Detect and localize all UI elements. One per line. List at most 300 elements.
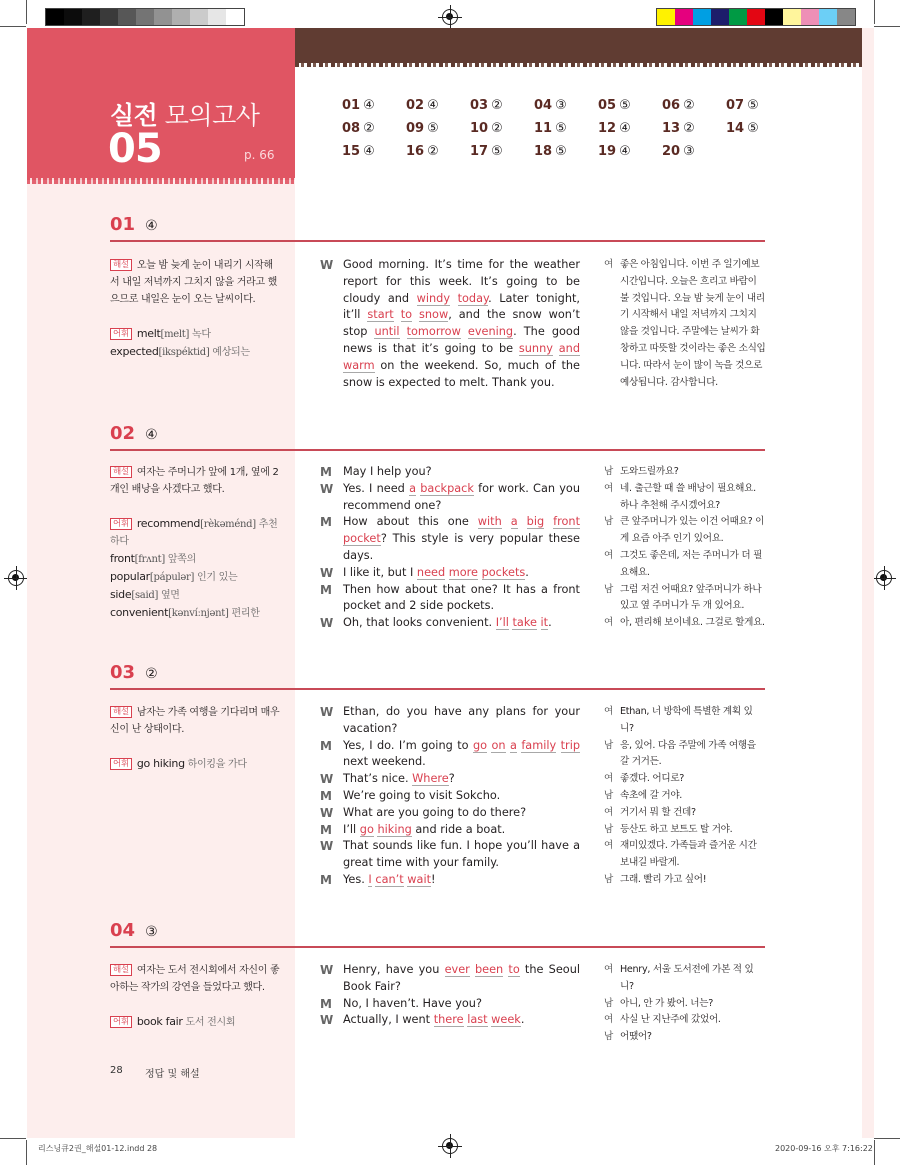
key-phrase: can’t: [375, 872, 404, 886]
registration-mark-icon: [442, 1138, 458, 1154]
vocab-phonetic: [kənvíːnjənt]: [168, 608, 229, 619]
speaker-label: M: [320, 788, 332, 803]
speaker-label: 여: [604, 1014, 613, 1026]
crop-mark: [874, 26, 900, 27]
vocab-word: expected: [110, 345, 159, 358]
dialog-text: How about this one with a big front pocket? This style is very popular these days.: [343, 515, 581, 562]
speaker-label: 여: [604, 964, 613, 975]
color-swatch: [657, 9, 675, 25]
key-phrase: snow: [419, 308, 449, 322]
answer-key-item: [662, 98, 726, 115]
key-phrase: tomorrow: [406, 325, 461, 339]
speaker-label: 남: [604, 516, 613, 528]
vocab-meaning: 인기 있는: [197, 572, 238, 583]
explanation-block: [110, 464, 280, 622]
key-phrase: to: [400, 308, 413, 322]
speaker-label: 여: [604, 706, 613, 717]
color-swatch: [765, 9, 783, 25]
question-number: 02: [110, 423, 136, 444]
korean-translation: [604, 704, 766, 889]
translation-text: 좋겠다. 어디로?: [620, 773, 685, 785]
answer-key-item: [406, 121, 470, 138]
gray-color-bar: [45, 8, 245, 26]
answer-number: 08: [342, 121, 361, 136]
color-swatch: [226, 9, 244, 25]
vocab-meaning: 녹다: [192, 329, 211, 340]
answer-choice: ②: [683, 98, 695, 113]
registration-mark-icon: [8, 570, 24, 586]
answer-key-item: [598, 98, 662, 115]
translation-line: [604, 548, 766, 582]
dialog-text: Oh, that looks convenient. I’ll take it.: [343, 616, 552, 630]
translation-line: [604, 582, 766, 616]
answer-number: 04: [534, 98, 553, 113]
answer-choice: ⑤: [747, 121, 759, 136]
dialog-text: That sounds like fun. I hope you’ll have a great time with your family.: [343, 839, 580, 870]
vocab-phonetic: [said]: [131, 590, 159, 601]
question-header-04: [110, 920, 158, 941]
color-swatch: [64, 9, 82, 25]
translation-text: Henry, 서울 도서전에 가본 적 있니?: [620, 964, 754, 992]
speaker-label: 여: [604, 259, 613, 270]
vocab-item: [110, 550, 280, 568]
key-phrase: and: [558, 341, 580, 355]
crop-mark: [26, 1140, 27, 1165]
speaker-label: 여: [604, 773, 613, 785]
vocab-item: [110, 1013, 280, 1031]
answer-key-item: [406, 98, 470, 115]
question-answer: ②: [145, 666, 158, 682]
key-phrase: pockets: [481, 565, 526, 579]
dialog-line: [320, 962, 580, 996]
speaker-label: M: [320, 515, 332, 530]
key-phrase: I’ll: [495, 616, 509, 630]
dialog-text: I like it, but I need more pockets.: [343, 565, 529, 579]
dialog-line: [320, 514, 580, 564]
key-phrase: trip: [560, 738, 581, 752]
key-phrase: family: [521, 738, 557, 752]
answer-key-item: [598, 121, 662, 138]
key-phrase: to: [508, 963, 520, 976]
speaker-label: 남: [604, 583, 613, 595]
explanation-badge: 해설: [110, 466, 132, 478]
explanation-text: 해설 남자는 가족 여행을 기다리며 매우 신이 난 상태이다.: [110, 707, 280, 735]
answer-number: 03: [470, 98, 489, 113]
translation-text: 그럼 저건 어때요? 앞주머니가 하나 있고 옆 주머니가 두 개 있어요.: [620, 583, 762, 612]
answer-key-item: [342, 98, 406, 115]
color-swatch: [747, 9, 765, 25]
translation-line: [604, 1029, 766, 1046]
explanation-block: [110, 257, 280, 361]
answer-key-item: [598, 144, 662, 161]
explanation-badge: 해설: [110, 706, 132, 718]
answer-choice: ⑤: [491, 144, 503, 159]
cmyk-color-bar: [656, 8, 856, 26]
vocabulary-list: [110, 325, 280, 361]
speaker-label: W: [320, 705, 334, 719]
vocabulary-list: [110, 515, 280, 622]
speaker-label: M: [320, 822, 332, 837]
key-phrase: big: [526, 515, 545, 529]
answer-key-item: [470, 98, 534, 115]
answer-key-item: [470, 121, 534, 138]
translation-text: 그것도 좋은데, 저는 주머니가 더 필요해요.: [620, 549, 763, 578]
question-number: 01: [110, 214, 136, 235]
explanation-text: 해설 여자는 도서 전시회에서 자신이 좋아하는 작가의 강연을 들었다고 했다.: [110, 965, 280, 993]
speaker-label: 남: [604, 997, 613, 1009]
answer-choice: ③: [683, 144, 695, 159]
question-number: 03: [110, 662, 136, 683]
key-phrase: start: [367, 308, 394, 322]
key-phrase: a: [510, 515, 518, 529]
speaker-label: W: [320, 772, 334, 787]
answer-choice: ⑤: [555, 144, 567, 159]
dialog-text: That’s nice. Where?: [343, 772, 455, 786]
answer-choice: ③: [555, 98, 567, 113]
dialog-text: No, I haven’t. Have you?: [343, 996, 482, 1010]
key-phrase: on: [491, 738, 506, 752]
question-answer: ④: [145, 218, 158, 234]
answer-number: 12: [598, 121, 617, 136]
answer-choice: ②: [683, 121, 695, 136]
dialog-text: Good morning. It’s time for the weather report for this week. It’s going to be cloudy and windy today. Later tonight, it’ll start to snow, and the snow won’t stop until tomorrow evening. The good news is that it’s going to be sunny and warm on the weekend. So, much of the snow is expected to melt. Thank you.: [343, 258, 580, 389]
vocab-meaning: 편리한: [231, 608, 260, 619]
answer-key-item: [534, 121, 598, 138]
korean-translation: [604, 257, 766, 391]
key-phrase: go: [359, 822, 374, 836]
vocab-meaning: 앞쪽의: [167, 554, 196, 565]
speaker-label: 남: [604, 466, 613, 477]
answer-key-item: [662, 121, 726, 138]
speaker-label: 여: [604, 549, 613, 561]
registration-mark-icon: [442, 9, 458, 25]
answer-number: 16: [406, 144, 425, 159]
speaker-label: 남: [604, 873, 613, 885]
key-phrase: ever: [444, 963, 470, 976]
speaker-label: M: [320, 465, 332, 479]
answer-key-item: [662, 144, 726, 161]
key-phrase: been: [474, 963, 504, 976]
color-swatch: [801, 9, 819, 25]
explanation-block: [110, 704, 280, 773]
translation-text: 아니, 안 가 봤어. 너는?: [620, 997, 714, 1009]
answer-choice: ⑤: [747, 98, 759, 113]
color-swatch: [819, 9, 837, 25]
answer-choice: ②: [363, 121, 375, 136]
color-swatch: [172, 9, 190, 25]
dialog-text: I’ll go hiking and ride a boat.: [343, 822, 506, 836]
dialog-line: [320, 788, 580, 805]
vocab-item: [110, 604, 280, 622]
answer-number: 02: [406, 98, 425, 113]
answer-number: 19: [598, 144, 617, 159]
translation-line: [604, 838, 766, 872]
key-phrase: evening: [467, 325, 514, 339]
translation-text: 어땠어?: [620, 1031, 652, 1043]
dialog-line: [320, 615, 580, 632]
vocab-item: [110, 755, 280, 773]
question-answer: ③: [145, 924, 158, 940]
translation-line: [604, 872, 766, 889]
vocab-meaning: 하이킹을 가다: [187, 759, 247, 770]
explanation-badge: 해설: [110, 964, 132, 976]
translation-line: [604, 996, 766, 1013]
key-phrase: Where: [412, 772, 449, 786]
question-number: 04: [110, 920, 136, 941]
key-phrase: go: [472, 738, 488, 752]
color-swatch: [208, 9, 226, 25]
speaker-label: W: [320, 481, 334, 496]
key-phrase: hiking: [377, 822, 412, 836]
vocab-word: book fair: [136, 1015, 183, 1028]
vocab-meaning: 예상되는: [212, 347, 250, 358]
translation-line: [604, 771, 766, 788]
vocabulary-badge: 어휘: [110, 328, 132, 340]
speaker-label: M: [320, 996, 332, 1011]
translation-line: [604, 962, 766, 996]
answer-number: 20: [662, 144, 681, 159]
translation-text: 아, 편리해 보이네요. 그걸로 할게요.: [620, 617, 765, 629]
speaker-label: W: [320, 839, 334, 854]
answer-number: 09: [406, 121, 425, 136]
answer-key-item: [342, 121, 406, 138]
answer-key-item: [726, 98, 790, 115]
korean-translation: [604, 962, 766, 1046]
key-phrase: last: [467, 1013, 488, 1027]
english-dialog: [320, 464, 580, 632]
crop-mark: [0, 26, 26, 27]
dialog-text: May I help you?: [343, 465, 432, 478]
title-bold: 실전: [110, 101, 158, 130]
vocabulary-badge: 어휘: [110, 758, 132, 770]
answer-number: 17: [470, 144, 489, 159]
answer-number: 14: [726, 121, 745, 136]
speaker-label: W: [320, 1013, 334, 1028]
color-swatch: [82, 9, 100, 25]
title-light: 모의고사: [164, 101, 260, 130]
vocab-meaning: 옆면: [160, 590, 180, 601]
vocab-word: side: [110, 588, 132, 601]
answer-key-grid: [342, 98, 790, 161]
vocab-phonetic: [melt]: [160, 329, 190, 340]
explanation-text: 해설 여자는 주머니가 앞에 1개, 옆에 2개인 배낭을 사겠다고 했다.: [110, 467, 279, 495]
color-swatch: [136, 9, 154, 25]
translation-text: 그래. 빨리 가고 싶어!: [620, 873, 707, 885]
english-dialog: [320, 704, 580, 889]
answer-choice: ⑤: [619, 98, 631, 113]
color-swatch: [711, 9, 729, 25]
explanation-badge: 해설: [110, 259, 132, 271]
translation-line: [604, 514, 766, 548]
speaker-label: W: [320, 805, 334, 820]
key-phrase: a: [409, 481, 416, 495]
answer-number: 11: [534, 121, 553, 136]
key-phrase: with: [477, 515, 502, 529]
vocab-item: [110, 568, 280, 586]
key-phrase: need: [416, 565, 446, 579]
dialog-line: [320, 822, 580, 839]
crop-mark: [0, 1138, 26, 1139]
crop-mark: [874, 1140, 875, 1165]
key-phrase: there: [433, 1013, 464, 1027]
translation-text: 등산도 하고 보트도 탈 거야.: [620, 823, 733, 835]
answer-number: 05: [598, 98, 617, 113]
key-phrase: wait: [407, 872, 432, 886]
dialog-line: [320, 838, 580, 872]
speaker-label: 여: [604, 840, 613, 852]
dialog-text: What are you going to do there?: [343, 805, 527, 819]
key-phrase: a: [509, 738, 517, 752]
answer-choice: ④: [619, 144, 631, 159]
key-phrase: until: [374, 325, 400, 339]
color-swatch: [675, 9, 693, 25]
vocab-word: popular: [110, 570, 150, 583]
speaker-label: W: [320, 616, 334, 631]
vocab-item: [110, 515, 280, 550]
answer-choice: ②: [427, 144, 439, 159]
dialog-line: [320, 704, 580, 738]
answer-key-item: [726, 121, 790, 138]
english-dialog: [320, 962, 580, 1029]
key-phrase: today: [457, 291, 489, 305]
slug-filename: 리스닝큐2권_해설01-12.indd 28: [38, 1144, 158, 1153]
dialog-line: [320, 565, 580, 582]
speaker-label: 여: [604, 806, 613, 818]
key-phrase: windy: [416, 291, 451, 305]
vocab-word: front: [110, 552, 135, 565]
answer-key-item: [470, 144, 534, 161]
vocab-phonetic: [frʌnt]: [134, 554, 165, 565]
answer-choice: ④: [363, 144, 375, 159]
dialog-line: [320, 738, 580, 772]
vocab-meaning: 추천하다: [110, 519, 278, 547]
key-phrase: backpack: [420, 481, 474, 495]
answer-number: 10: [470, 121, 489, 136]
korean-translation: [604, 464, 766, 632]
dialog-text: Henry, have you ever been to the Seoul Book Fair?: [343, 963, 580, 993]
dialog-line: [320, 805, 580, 822]
answer-choice: ⑤: [555, 121, 567, 136]
question-header-01: [110, 214, 158, 235]
explanation-block: [110, 962, 280, 1031]
dialog-line: [320, 771, 580, 788]
dialog-text: Yes. I can’t wait!: [343, 872, 436, 886]
speaker-label: 남: [604, 739, 613, 751]
question-header-02: [110, 423, 158, 444]
translation-text: 거기서 뭐 할 건데?: [620, 806, 696, 818]
vocab-word: go hiking: [136, 757, 185, 770]
vocab-meaning: 도서 전시회: [185, 1017, 236, 1028]
translation-text: 큰 앞주머니가 있는 이건 어때요? 이게 요즘 아주 인기 있어요.: [620, 516, 765, 545]
translation-text: Ethan, 너 방학에 특별한 계획 있니?: [620, 706, 753, 734]
answer-number: 18: [534, 144, 553, 159]
vocabulary-badge: 어휘: [110, 1016, 132, 1028]
answer-number: 15: [342, 144, 361, 159]
page-reference: p. 66: [244, 148, 275, 162]
key-phrase: week: [491, 1013, 521, 1027]
section-divider: [110, 449, 765, 451]
translation-line: [604, 481, 766, 515]
vocab-item: [110, 343, 280, 361]
color-swatch: [46, 9, 64, 25]
section-divider: [110, 946, 765, 948]
dialog-line: [320, 481, 580, 515]
dialog-text: Yes. I need a backpack for work. Can you recommend one?: [343, 481, 581, 512]
slug-timestamp: 2020-09-16 오후 7:16:22: [775, 1144, 873, 1153]
vocabulary-badge: 어휘: [110, 518, 132, 530]
test-number: 05: [108, 126, 162, 172]
key-phrase: take: [512, 616, 537, 630]
speaker-label: 남: [604, 789, 613, 801]
dialog-line: [320, 257, 580, 391]
dialog-text: We’re going to visit Sokcho.: [343, 788, 501, 802]
answer-key-item: [534, 98, 598, 115]
answer-choice: ④: [363, 98, 375, 113]
page-number: 28: [110, 1065, 123, 1076]
speaker-label: 여: [604, 482, 613, 494]
key-phrase: warm: [343, 358, 375, 372]
translation-text: 도와드릴까요?: [620, 466, 679, 477]
speaker-label: W: [320, 963, 334, 977]
dialog-line: [320, 582, 580, 616]
translation-text: 좋은 아침입니다. 이번 주 일기예보 시간입니다. 오늘은 흐리고 바람이 불 것입니다. 오늘 밤 늦게 눈이 내리기 시작해서 내일 저녁까지 그치지 않을 것입니다. 주말에는 날씨가 화창하고 따뜻할 것이라는 좋은 소식입니다. 따라서 눈이 많이 녹을 것으로 예상됩니다. 감사합니다.: [620, 259, 766, 388]
translation-line: [604, 615, 766, 632]
translation-text: 네. 출근할 때 쓸 배낭이 필요해요. 하나 추천해 주시겠어요?: [620, 482, 756, 511]
crop-mark: [874, 0, 875, 24]
speaker-label: W: [320, 565, 334, 580]
dialog-line: [320, 1012, 580, 1029]
translation-line: [604, 805, 766, 822]
translation-text: 사실 난 지난주에 갔었어.: [620, 1014, 721, 1026]
color-swatch: [837, 9, 855, 25]
speaker-label: 남: [604, 1031, 613, 1043]
color-swatch: [100, 9, 118, 25]
answer-choice: ④: [619, 121, 631, 136]
section-label: 정답 및 해설: [145, 1069, 200, 1080]
answer-key-item: [406, 144, 470, 161]
vocab-phonetic: [ikspéktid]: [158, 347, 210, 358]
registration-mark-icon: [876, 570, 892, 586]
answer-choice: ②: [491, 98, 503, 113]
answer-key-item: [534, 144, 598, 161]
key-phrase: I: [368, 872, 372, 886]
explanation-text: 해설 오늘 밤 늦게 눈이 내리기 시작해서 내일 저녁까지 그치지 않을 거라고 했으므로 내일은 눈이 오는 날씨이다.: [110, 260, 278, 305]
right-bleed-panel: [862, 28, 874, 1138]
english-dialog: [320, 257, 580, 391]
key-phrase: sunny: [518, 341, 553, 355]
translation-line: [604, 822, 766, 839]
question-header-03: [110, 662, 158, 683]
crop-mark: [26, 0, 27, 24]
key-phrase: pocket: [343, 532, 381, 546]
dialog-text: Yes, I do. I’m going to go on a family trip next weekend.: [343, 738, 581, 769]
speaker-label: M: [320, 738, 332, 753]
speaker-label: W: [320, 258, 334, 272]
speaker-label: 여: [604, 617, 613, 629]
answer-number: 06: [662, 98, 681, 113]
translation-text: 속초에 갈 거야.: [620, 789, 683, 801]
header-brown-band: [295, 28, 862, 64]
dialog-line: [320, 872, 580, 889]
speaker-label: 남: [604, 823, 613, 835]
vocabulary-list: [110, 1013, 280, 1031]
dialog-line: [320, 464, 580, 481]
question-answer: ④: [145, 427, 158, 443]
crop-mark: [874, 1138, 900, 1139]
dialog-line: [320, 996, 580, 1013]
vocabulary-list: [110, 755, 280, 773]
vocab-word: convenient: [110, 606, 169, 619]
